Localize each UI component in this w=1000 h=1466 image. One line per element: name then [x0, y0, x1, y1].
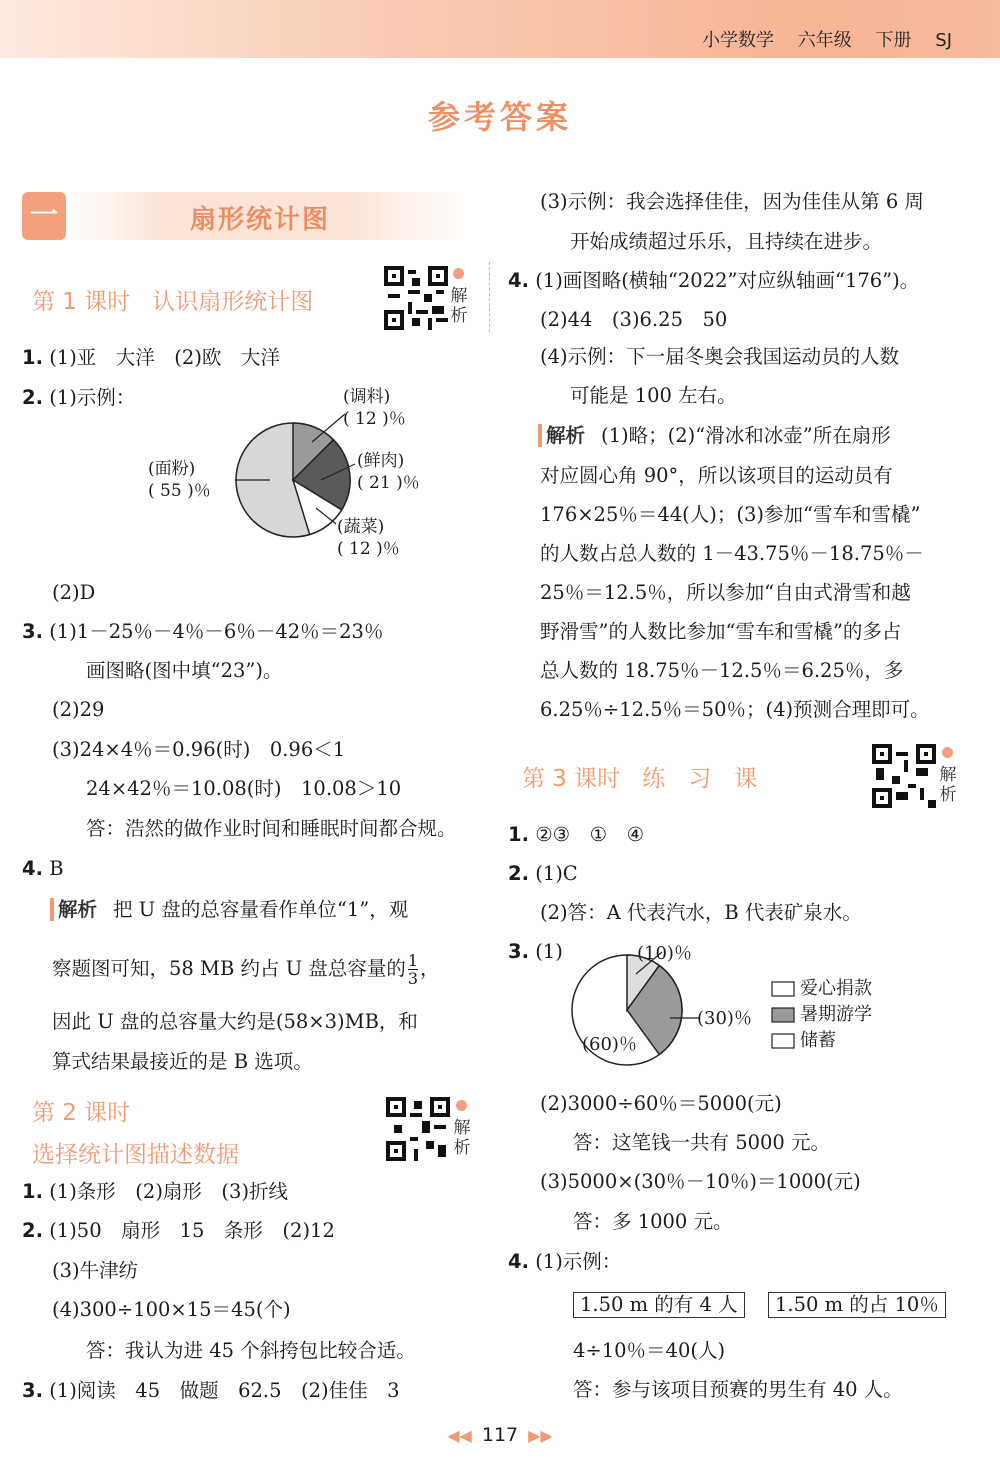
fraction: $\frac{1}{3}$ [407, 951, 419, 988]
answer-3: 3. (1)1－25％－4％－6％－42％＝23％ [22, 620, 384, 643]
pie1-label-shucai: (蔬菜) ( 12 )％ [337, 517, 400, 559]
l3-answer-3-3: (3)5000×(30％－10％)＝1000(元) [540, 1170, 861, 1193]
qr-badge-icon [942, 747, 953, 758]
analysis-tag: 解析 [538, 424, 585, 447]
analysis-r4-line: 176×25％＝44(人)；(3)参加“雪车和雪橇” [540, 503, 921, 526]
answer-3-3b: 24×42％＝10.08(时) 10.08＞10 [86, 777, 402, 800]
analysis-r4-line: 野滑雪”的人数比参加“雪车和雪橇”的多占 [540, 620, 902, 643]
analysis-4-line: 察题图可知，58 MB 约占 U 盘总容量的 $\frac{1}{3}$ ， [52, 951, 440, 988]
l3-answer-3-3b: 答：多 1000 元。 [573, 1210, 733, 1233]
grade: 六年级 [797, 30, 852, 51]
analysis-r4-line: 的人数占总人数的 1－43.75％－18.75％－ [540, 542, 924, 565]
book-info [684, 26, 952, 52]
lesson-name: 练 习 课 [642, 766, 758, 792]
l2-answer-2: 2. (1)50 扇形 15 条形 (2)12 [22, 1219, 335, 1242]
qr-code-icon[interactable] [872, 744, 936, 808]
l3-answer-4-box2: 1.50 m 的占 10％ [768, 1291, 946, 1319]
analysis-4: 解析 把 U 盘的总容量看作单位“1”，观 [50, 896, 408, 924]
analysis-r4-line: 6.25％÷12.5％＝50％；(4)预测合理即可。 [540, 698, 930, 721]
lesson-2-number: 第 2 课时 [32, 1100, 131, 1126]
l3-answer-4-box1: 1.50 m 的有 4 人 [573, 1291, 745, 1319]
legend-chuxu: 储蓄 [800, 1030, 836, 1051]
r-answer-4-4b: 可能是 100 左右。 [570, 384, 737, 407]
edition: SJ [935, 30, 952, 51]
answer-3-3c: 答：浩然的做作业时间和睡眠时间都合规。 [86, 817, 457, 840]
l2-answer-2-4: (4)300÷100×15＝45(个) [52, 1298, 291, 1321]
legend-shuqi: 暑期游学 [800, 1004, 872, 1025]
lesson-number: 第 1 课时 [32, 289, 131, 315]
r-answer-3-3: (3)示例：我会选择佳佳，因为佳佳从第 6 周 [540, 190, 924, 213]
pie1-label-mianfen: (面粉) ( 55 )％ [148, 459, 211, 501]
r-answer-4: 4. (1)画图略(横轴“2022”对应纵轴画“176”)。 [508, 269, 920, 292]
qr-code-icon[interactable] [386, 1097, 450, 1161]
page-title: 参考答案 [427, 98, 572, 136]
r-answer-4-4: (4)示例：下一届冬奥会我国运动员的人数 [540, 345, 900, 368]
lesson-number: 第 3 课时 [522, 766, 621, 792]
page-number: 117 [481, 1424, 519, 1446]
analysis-4-line: 算式结果最接近的是 B 选项。 [52, 1050, 313, 1073]
prev-arrow-icon[interactable]: ◀◀ [447, 1426, 472, 1445]
legend-swatch-aixin [772, 982, 794, 996]
answer-3-line: 画图略(图中填“23”)。 [86, 659, 283, 682]
pie2-label-shuqi: (30)％ [697, 1008, 752, 1029]
lesson-name: 认识扇形统计图 [152, 289, 314, 315]
column-divider [489, 262, 490, 332]
lesson-1-heading [32, 283, 313, 316]
l2-answer-1: 1. (1)条形 (2)扇形 (3)折线 [22, 1180, 289, 1203]
pie2-label-aixin: (10)％ [637, 943, 692, 964]
qr-label: 解析 [450, 286, 468, 326]
pie1-label-tiaoliao: (调料) ( 12 )％ [343, 387, 406, 429]
l3-answer-4-calc: 4÷10％＝40(人) [573, 1339, 726, 1362]
answer-3-3: (3)24×4％＝0.96(时) 0.96＜1 [52, 738, 346, 761]
lesson-2-name: 选择统计图描述数据 [32, 1142, 239, 1168]
answer-2: 2. (1)示例： [22, 386, 136, 409]
l3-answer-3-2b: 答：这笔钱一共有 5000 元。 [573, 1131, 831, 1154]
qr-badge-icon [456, 1100, 467, 1111]
analysis-tag: 解析 [50, 898, 97, 921]
analysis-r4-line: 总人数的 18.75％－12.5％＝6.25％，多 [540, 659, 904, 682]
legend-swatch-shuqi [772, 1008, 794, 1022]
l3-answer-1: 1. ②③ ① ④ [508, 823, 645, 846]
l3-answer-4-ans: 答：参与该项目预赛的男生有 40 人。 [573, 1378, 903, 1401]
analysis-4-line: 因此 U 盘的总容量大约是(58×3)MB，和 [52, 1010, 418, 1033]
answer-3-2: (2)29 [52, 698, 105, 721]
unit-title: 扇形统计图 [190, 205, 331, 235]
l3-answer-3: 3. (1) [508, 940, 563, 963]
unit-number: 一 [22, 192, 66, 240]
term: 下册 [875, 30, 912, 51]
subject: 小学数学 [702, 30, 775, 51]
qr-label: 解析 [939, 765, 957, 805]
legend-swatch-chuxu [772, 1034, 794, 1048]
analysis-r4: 解析 (1)略；(2)“滑冰和冰壶”所在扇形 [538, 422, 891, 450]
l3-answer-4: 4. (1)示例： [508, 1250, 622, 1273]
r-answer-4-2: (2)44 (3)6.25 50 [540, 308, 728, 331]
answer-2-2: (2)D [52, 581, 96, 604]
qr-label: 解析 [453, 1118, 471, 1158]
l2-answer-2-4b: 答：我认为进 45 个斜挎包比较合适。 [86, 1339, 416, 1362]
r-answer-3-3b: 开始成绩超过乐乐，且持续在进步。 [570, 230, 883, 253]
l2-answer-3: 3. (1)阅读 45 做题 62.5 (2)佳佳 3 [22, 1379, 400, 1402]
l2-answer-2-3: (3)牛津纺 [52, 1259, 139, 1282]
analysis-r4-line: 对应圆心角 90°，所以该项目的运动员有 [540, 464, 893, 487]
page-footer [0, 1424, 1000, 1446]
next-arrow-icon[interactable]: ▶▶ [528, 1426, 553, 1445]
l3-answer-2-2: (2)答：A 代表汽水，B 代表矿泉水。 [540, 901, 862, 924]
l3-answer-3-2: (2)3000÷60％＝5000(元) [540, 1092, 782, 1115]
legend-aixin: 爱心捐款 [800, 978, 872, 999]
lesson-3-heading [522, 760, 757, 793]
analysis-r4-line: 25％＝12.5％，所以参加“自由式滑雪和越 [540, 581, 911, 604]
pie2-label-chuxu: (60)％ [582, 1034, 637, 1055]
pie1-label-xianrou: (鲜肉) ( 21 )％ [357, 451, 420, 493]
answer-1: 1. (1)亚 大洋 (2)欧 大洋 [22, 346, 280, 369]
l3-answer-2: 2. (1)C [508, 862, 578, 885]
qr-badge-icon [453, 268, 464, 279]
answer-4: 4. B [22, 857, 64, 880]
qr-code-icon[interactable] [384, 266, 448, 330]
